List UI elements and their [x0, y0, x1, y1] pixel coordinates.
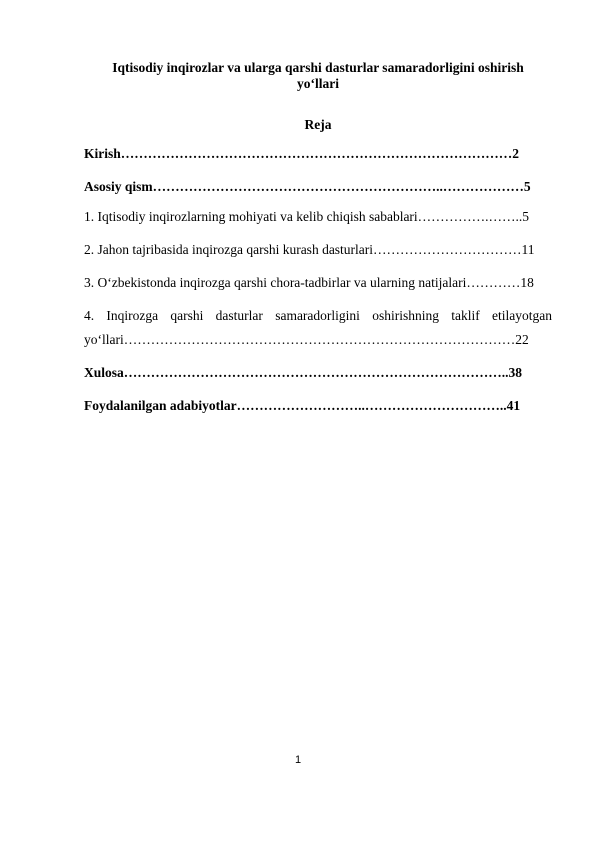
toc-entry-references: Foydalanilgan adabiyotlar………………………..…………………………..41: [84, 398, 521, 413]
plan-heading: Reja: [304, 117, 332, 132]
toc-entry-chapter-4-line-2: yo‘llari……………………………………………………………………………22: [84, 332, 529, 347]
toc-entry-chapter-3: 3. O‘zbekistonda inqirozga qarshi chora-tadbirlar va ularning natijalari…………18: [84, 275, 534, 290]
toc-entry-main-part: Asosiy qism………………………………………………………..………………5: [84, 179, 531, 194]
toc-entry-conclusion: Xulosa…………………………………………………………………………..38: [84, 365, 523, 380]
toc-entry-chapter-2: 2. Jahon tajribasida inqirozga qarshi kurash dasturlari……………………………11: [84, 242, 535, 257]
toc-entry-introduction: Kirish……………………………………………………………………………2: [84, 146, 520, 161]
toc-entry-chapter-1: 1. Iqtisodiy inqirozlarning mohiyati va kelib chiqish sabablari…………….……..5: [84, 209, 530, 224]
toc-entry-chapter-4-line-1: 4. Inqirozga qarshi dasturlar samaradorligini oshirishning taklif etilayotgan: [84, 308, 552, 323]
title-line-1: Iqtisodiy inqirozlar va ularga qarshi dasturlar samaradorligini oshirish: [112, 60, 524, 75]
page-number: 1: [294, 754, 302, 766]
title-line-2: yo‘llari: [297, 76, 339, 91]
